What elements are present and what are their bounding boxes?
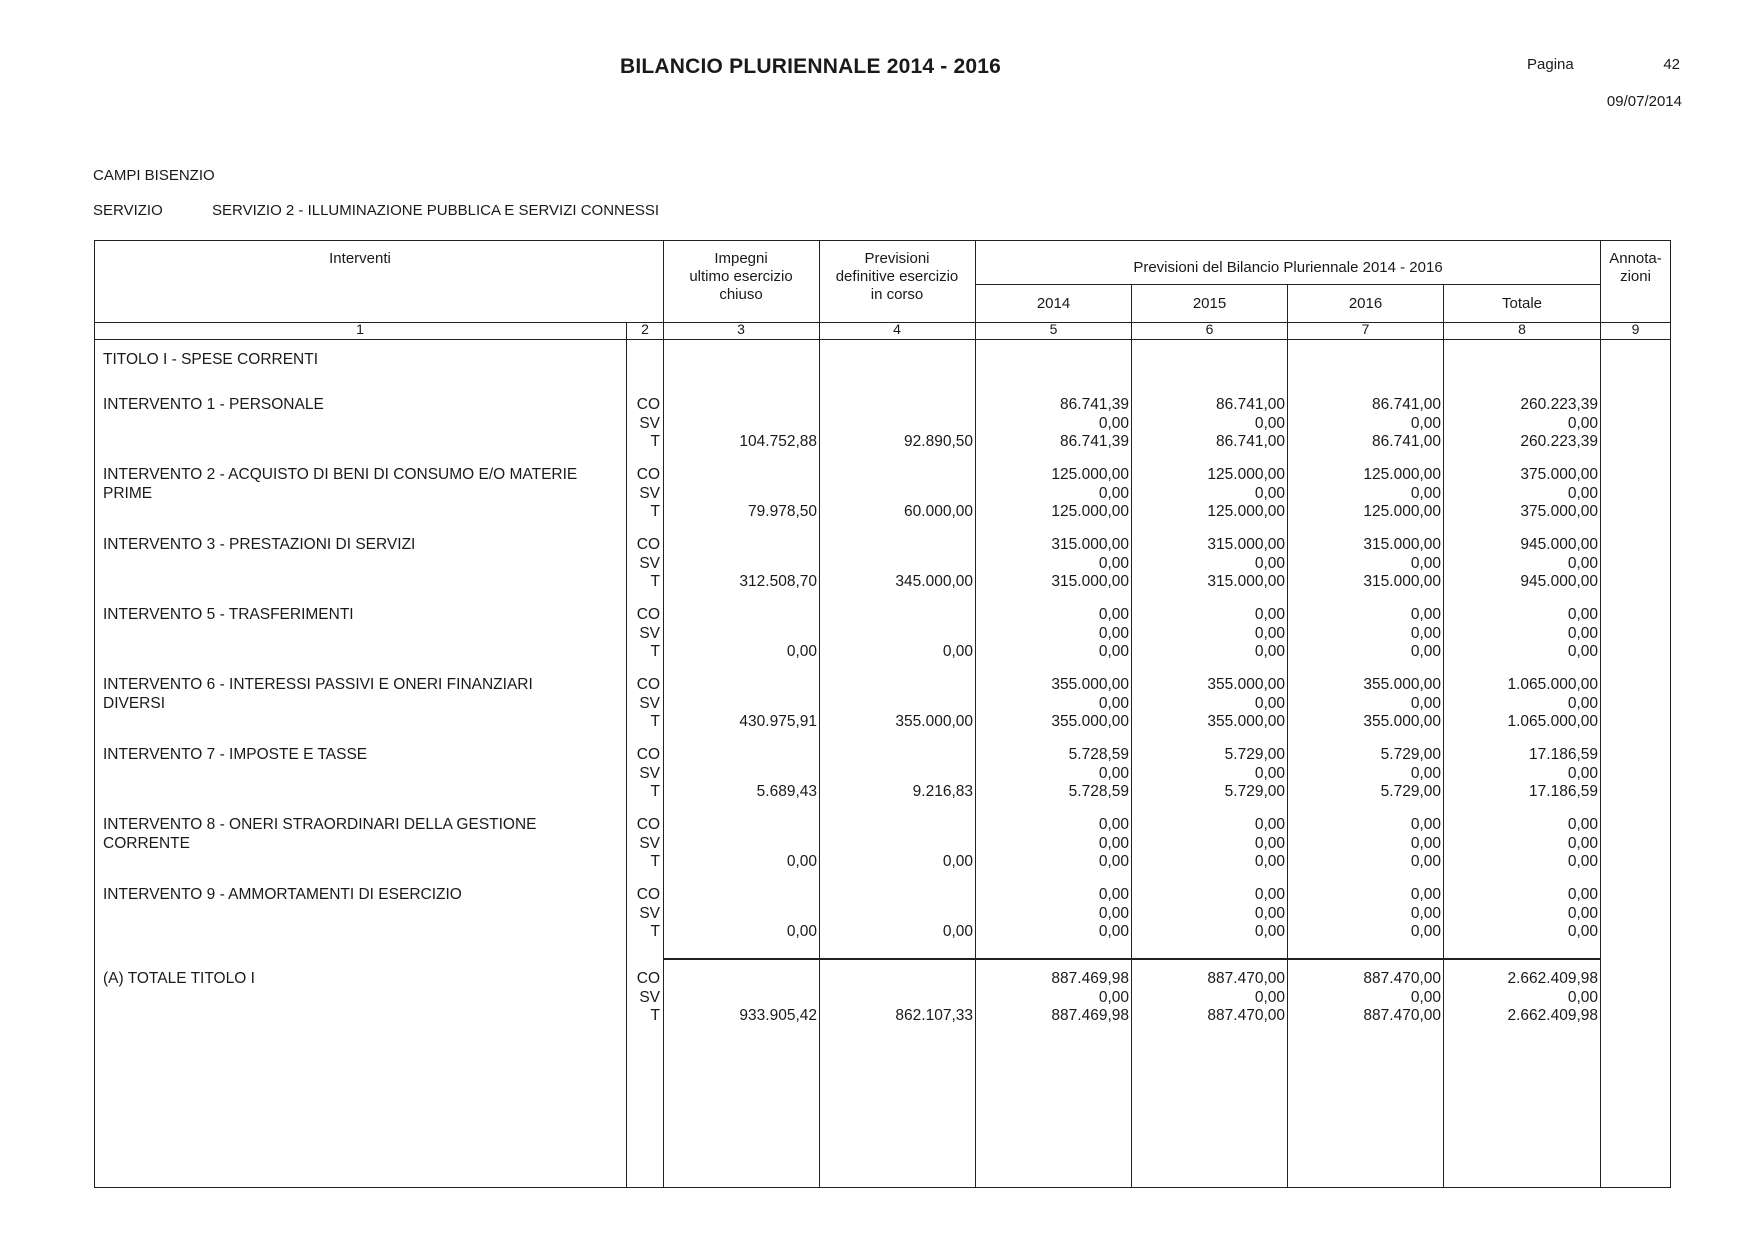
column-number-7: 7 xyxy=(1361,321,1370,337)
table-row-y2016: 0,00 xyxy=(1410,624,1441,642)
table-row-y2015: 355.000,00 xyxy=(1207,713,1285,730)
table-row-code: T xyxy=(650,923,660,940)
total-separator-line xyxy=(663,958,1601,960)
total-row-y2014: 887.469,98 xyxy=(1051,970,1129,987)
table-row-totale: 945.000,00 xyxy=(1520,536,1598,553)
table-row-desc: CORRENTE xyxy=(103,834,190,852)
table-row-impegni: 0,00 xyxy=(786,643,817,660)
table-row-y2015: 0,00 xyxy=(1254,816,1285,833)
table-row-y2016: 86.741,00 xyxy=(1372,396,1441,413)
total-row-y2016: 0,00 xyxy=(1410,988,1441,1006)
column-number-2: 2 xyxy=(641,321,649,337)
table-row-totale: 1.065.000,00 xyxy=(1507,676,1598,693)
table-row-y2014: 315.000,00 xyxy=(1051,573,1129,590)
table-row-y2014: 0,00 xyxy=(1098,816,1129,833)
table-border-right xyxy=(1670,240,1671,1188)
servizio-value: SERVIZIO 2 - ILLUMINAZIONE PUBBLICA E SERVIZI CONNESSI xyxy=(212,202,660,219)
table-row-totale: 375.000,00 xyxy=(1520,503,1598,520)
table-row-totale: 0,00 xyxy=(1567,484,1598,502)
column-number-4: 4 xyxy=(893,321,901,337)
table-row-code: CO xyxy=(636,746,660,763)
table-row-totale: 0,00 xyxy=(1567,923,1598,940)
table-row-y2015: 86.741,00 xyxy=(1216,433,1285,450)
header-annotazioni xyxy=(1601,250,1670,286)
col-line-7 xyxy=(1287,284,1288,1188)
table-row-y2014: 0,00 xyxy=(1098,643,1129,660)
table-row-code: CO xyxy=(636,676,660,693)
page-number: 42 xyxy=(1663,56,1680,73)
total-row-y2014: 0,00 xyxy=(1098,988,1129,1006)
table-row-y2015: 125.000,00 xyxy=(1207,503,1285,520)
table-row-impegni: 0,00 xyxy=(786,853,817,870)
table-row-y2014: 0,00 xyxy=(1098,923,1129,940)
table-row-y2016: 0,00 xyxy=(1410,764,1441,782)
table-row-y2014: 5.728,59 xyxy=(1068,783,1129,800)
table-row-code: SV xyxy=(639,624,660,642)
table-row-code: SV xyxy=(639,694,660,712)
table-border-top xyxy=(94,240,1671,241)
total-row-y2014: 887.469,98 xyxy=(1051,1007,1129,1024)
table-row-y2016: 0,00 xyxy=(1410,816,1441,833)
table-row-totale: 17.186,59 xyxy=(1529,746,1598,763)
table-row-impegni: 5.689,43 xyxy=(756,783,817,800)
col-line-6 xyxy=(1131,284,1132,1188)
table-row-totale: 1.065.000,00 xyxy=(1507,713,1598,730)
header-previsioni-line2: definitive esercizio xyxy=(835,268,959,285)
print-date: 09/07/2014 xyxy=(1606,93,1682,110)
table-row-previsioni: 0,00 xyxy=(942,853,973,870)
header-2014: 2014 xyxy=(1036,295,1071,312)
table-row-y2015: 5.729,00 xyxy=(1224,783,1285,800)
table-row-y2015: 0,00 xyxy=(1254,886,1285,903)
page-title: BILANCIO PLURIENNALE 2014 - 2016 xyxy=(620,55,1001,78)
titolo-label: TITOLO I - SPESE CORRENTI xyxy=(103,351,319,368)
table-row-desc: DIVERSI xyxy=(103,694,166,712)
table-row-y2016: 0,00 xyxy=(1410,643,1441,660)
table-row-totale: 0,00 xyxy=(1567,834,1598,852)
column-number-8: 8 xyxy=(1518,321,1526,337)
col-line-3 xyxy=(663,240,664,1188)
table-row-impegni: 104.752,88 xyxy=(739,433,817,450)
header-previsioni-line1: Previsioni xyxy=(864,250,930,267)
table-row-y2015: 0,00 xyxy=(1254,624,1285,642)
table-row-y2014: 86.741,39 xyxy=(1060,433,1129,450)
table-row-code: CO xyxy=(636,396,660,413)
table-row-impegni: 430.975,91 xyxy=(739,713,817,730)
total-row-totale: 2.662.409,98 xyxy=(1507,1007,1598,1024)
table-row-code: SV xyxy=(639,554,660,572)
col-line-8 xyxy=(1443,284,1444,1188)
table-row-y2016: 86.741,00 xyxy=(1372,433,1441,450)
table-row-code: CO xyxy=(636,886,660,903)
table-row-desc: INTERVENTO 2 - ACQUISTO DI BENI DI CONSUMO E/O MATERIE xyxy=(103,466,578,483)
table-row-y2016: 355.000,00 xyxy=(1363,713,1441,730)
table-row-y2016: 355.000,00 xyxy=(1363,676,1441,693)
total-row-y2016: 887.470,00 xyxy=(1363,970,1441,987)
table-row-y2015: 0,00 xyxy=(1254,694,1285,712)
table-row-y2014: 0,00 xyxy=(1098,554,1129,572)
table-row-code: T xyxy=(650,503,660,520)
table-row-y2016: 5.729,00 xyxy=(1380,783,1441,800)
table-row-y2015: 0,00 xyxy=(1254,904,1285,922)
table-row-previsioni: 9.216,83 xyxy=(912,783,973,800)
table-row-totale: 0,00 xyxy=(1567,904,1598,922)
table-row-desc: INTERVENTO 6 - INTERESSI PASSIVI E ONERI FINANZIARI xyxy=(103,676,533,693)
table-row-code: SV xyxy=(639,484,660,502)
table-row-y2014: 355.000,00 xyxy=(1051,713,1129,730)
table-row-y2015: 0,00 xyxy=(1254,834,1285,852)
table-row-y2015: 0,00 xyxy=(1254,923,1285,940)
column-number-3: 3 xyxy=(737,321,745,337)
table-row-y2016: 0,00 xyxy=(1410,606,1441,623)
total-row-y2016: 887.470,00 xyxy=(1363,1007,1441,1024)
header-annotazioni-line2: zioni xyxy=(1620,268,1651,285)
table-row-y2014: 125.000,00 xyxy=(1051,466,1129,483)
total-row-y2015: 887.470,00 xyxy=(1207,970,1285,987)
table-row-code: T xyxy=(650,783,660,800)
table-row-y2014: 0,00 xyxy=(1098,853,1129,870)
table-row-previsioni: 355.000,00 xyxy=(895,713,973,730)
table-row-previsioni: 92.890,50 xyxy=(904,433,973,450)
table-row-desc: INTERVENTO 7 - IMPOSTE E TASSE xyxy=(103,746,368,763)
table-row-code: CO xyxy=(636,816,660,833)
table-row-y2014: 5.728,59 xyxy=(1068,746,1129,763)
header-impegni xyxy=(663,250,819,304)
total-row-previsioni: 862.107,33 xyxy=(895,1007,973,1024)
table-row-code: CO xyxy=(636,466,660,483)
table-row-desc: INTERVENTO 3 - PRESTAZIONI DI SERVIZI xyxy=(103,536,416,553)
table-row-code: T xyxy=(650,643,660,660)
table-row-impegni: 79.978,50 xyxy=(748,503,817,520)
servizio-label: SERVIZIO xyxy=(93,202,163,219)
table-row-y2015: 86.741,00 xyxy=(1216,396,1285,413)
table-row-y2016: 125.000,00 xyxy=(1363,466,1441,483)
table-row-y2016: 0,00 xyxy=(1410,414,1441,432)
header-interventi: Interventi xyxy=(329,250,391,267)
header-impegni-line1: Impegni xyxy=(714,250,768,267)
column-number-5: 5 xyxy=(1049,321,1058,337)
page-label: Pagina xyxy=(1527,56,1574,73)
table-row-desc: PRIME xyxy=(103,484,153,502)
table-row-totale: 0,00 xyxy=(1567,414,1598,432)
total-row-code: CO xyxy=(636,970,660,987)
table-row-y2015: 0,00 xyxy=(1254,484,1285,502)
header-annotazioni-line1: Annota- xyxy=(1609,250,1662,267)
table-row-y2016: 0,00 xyxy=(1410,904,1441,922)
table-row-code: CO xyxy=(636,606,660,623)
table-row-y2015: 0,00 xyxy=(1254,853,1285,870)
total-row-totale: 0,00 xyxy=(1567,988,1598,1006)
table-row-totale: 0,00 xyxy=(1567,816,1598,833)
table-row-previsioni: 0,00 xyxy=(942,643,973,660)
table-border-bottom xyxy=(94,1187,1671,1188)
table-row-y2014: 0,00 xyxy=(1098,624,1129,642)
table-row-impegni: 312.508,70 xyxy=(739,573,817,590)
table-row-totale: 0,00 xyxy=(1567,643,1598,660)
total-row-y2015: 887.470,00 xyxy=(1207,1007,1285,1024)
table-row-y2016: 125.000,00 xyxy=(1363,503,1441,520)
table-row-y2014: 0,00 xyxy=(1098,414,1129,432)
table-row-code: SV xyxy=(639,834,660,852)
table-row-y2016: 0,00 xyxy=(1410,853,1441,870)
table-row-totale: 0,00 xyxy=(1567,853,1598,870)
table-row-code: T xyxy=(650,713,660,730)
table-row-totale: 0,00 xyxy=(1567,624,1598,642)
table-row-desc: INTERVENTO 8 - ONERI STRAORDINARI DELLA GESTIONE xyxy=(103,816,537,833)
total-row-code: SV xyxy=(639,988,660,1006)
header-previsioni xyxy=(819,250,975,304)
table-row-y2015: 315.000,00 xyxy=(1207,536,1285,553)
header-2015: 2015 xyxy=(1192,295,1227,312)
table-row-y2015: 0,00 xyxy=(1254,554,1285,572)
table-row-y2014: 355.000,00 xyxy=(1051,676,1129,693)
table-row-y2015: 315.000,00 xyxy=(1207,573,1285,590)
table-row-desc: INTERVENTO 9 - AMMORTAMENTI DI ESERCIZIO xyxy=(103,886,462,903)
table-row-y2014: 0,00 xyxy=(1098,886,1129,903)
table-row-totale: 260.223,39 xyxy=(1520,433,1598,450)
column-number-1: 1 xyxy=(356,321,364,337)
header-totale: Totale xyxy=(1501,295,1543,312)
ente-name: CAMPI BISENZIO xyxy=(93,167,215,184)
table-row-code: T xyxy=(650,433,660,450)
table-row-y2016: 0,00 xyxy=(1410,886,1441,903)
table-row-previsioni: 60.000,00 xyxy=(904,503,973,520)
table-row-y2014: 0,00 xyxy=(1098,834,1129,852)
table-row-code: SV xyxy=(639,414,660,432)
table-row-y2014: 125.000,00 xyxy=(1051,503,1129,520)
table-row-previsioni: 345.000,00 xyxy=(895,573,973,590)
header-previsioni-line3: in corso xyxy=(870,286,924,303)
table-row-y2015: 5.729,00 xyxy=(1224,746,1285,763)
table-row-desc: INTERVENTO 5 - TRASFERIMENTI xyxy=(103,606,354,623)
table-row-y2015: 0,00 xyxy=(1254,606,1285,623)
total-row-code: T xyxy=(650,1007,660,1024)
table-row-y2014: 0,00 xyxy=(1098,484,1129,502)
col-line-5 xyxy=(975,240,976,1188)
total-row-desc: (A) TOTALE TITOLO I xyxy=(103,970,255,987)
table-row-y2016: 5.729,00 xyxy=(1380,746,1441,763)
table-row-totale: 0,00 xyxy=(1567,606,1598,623)
colnum-bottom-line xyxy=(94,339,1671,340)
table-row-y2016: 0,00 xyxy=(1410,834,1441,852)
header-group-divider xyxy=(976,284,1601,285)
table-row-y2016: 315.000,00 xyxy=(1363,573,1441,590)
table-row-y2016: 0,00 xyxy=(1410,923,1441,940)
table-row-y2016: 0,00 xyxy=(1410,694,1441,712)
col-line-4 xyxy=(819,240,820,1188)
total-row-totale: 2.662.409,98 xyxy=(1507,970,1598,987)
total-row-y2015: 0,00 xyxy=(1254,988,1285,1006)
table-row-previsioni: 0,00 xyxy=(942,923,973,940)
table-row-totale: 260.223,39 xyxy=(1520,396,1598,413)
table-row-y2016: 0,00 xyxy=(1410,554,1441,572)
table-row-y2015: 125.000,00 xyxy=(1207,466,1285,483)
table-row-desc: INTERVENTO 1 - PERSONALE xyxy=(103,396,324,413)
table-row-y2014: 0,00 xyxy=(1098,764,1129,782)
table-row-y2014: 315.000,00 xyxy=(1051,536,1129,553)
table-row-totale: 0,00 xyxy=(1567,764,1598,782)
table-row-y2015: 355.000,00 xyxy=(1207,676,1285,693)
col-line-9 xyxy=(1600,240,1601,1188)
table-row-y2014: 0,00 xyxy=(1098,904,1129,922)
table-row-code: CO xyxy=(636,536,660,553)
header-impegni-line3: chiuso xyxy=(719,286,763,303)
table-row-totale: 0,00 xyxy=(1567,694,1598,712)
table-row-totale: 375.000,00 xyxy=(1520,466,1598,483)
table-row-y2015: 0,00 xyxy=(1254,764,1285,782)
table-row-totale: 17.186,59 xyxy=(1529,783,1598,800)
table-row-y2016: 0,00 xyxy=(1410,484,1441,502)
header-group: Previsioni del Bilancio Pluriennale 2014 - 2016 xyxy=(1133,259,1443,276)
header-2016: 2016 xyxy=(1348,295,1383,312)
table-row-totale: 0,00 xyxy=(1567,554,1598,572)
column-number-6: 6 xyxy=(1205,321,1214,337)
table-row-y2014: 0,00 xyxy=(1098,694,1129,712)
table-row-y2015: 0,00 xyxy=(1254,414,1285,432)
table-row-code: T xyxy=(650,853,660,870)
table-row-y2016: 315.000,00 xyxy=(1363,536,1441,553)
table-row-impegni: 0,00 xyxy=(786,923,817,940)
table-row-y2014: 0,00 xyxy=(1098,606,1129,623)
table-row-code: SV xyxy=(639,904,660,922)
table-border-left xyxy=(94,240,95,1188)
table-row-code: T xyxy=(650,573,660,590)
table-row-totale: 0,00 xyxy=(1567,886,1598,903)
table-row-y2014: 86.741,39 xyxy=(1060,396,1129,413)
total-row-impegni: 933.905,42 xyxy=(739,1007,817,1024)
table-row-code: SV xyxy=(639,764,660,782)
header-impegni-line2: ultimo esercizio xyxy=(689,268,793,285)
table-row-y2015: 0,00 xyxy=(1254,643,1285,660)
column-number-9: 9 xyxy=(1631,321,1640,337)
table-row-totale: 945.000,00 xyxy=(1520,573,1598,590)
